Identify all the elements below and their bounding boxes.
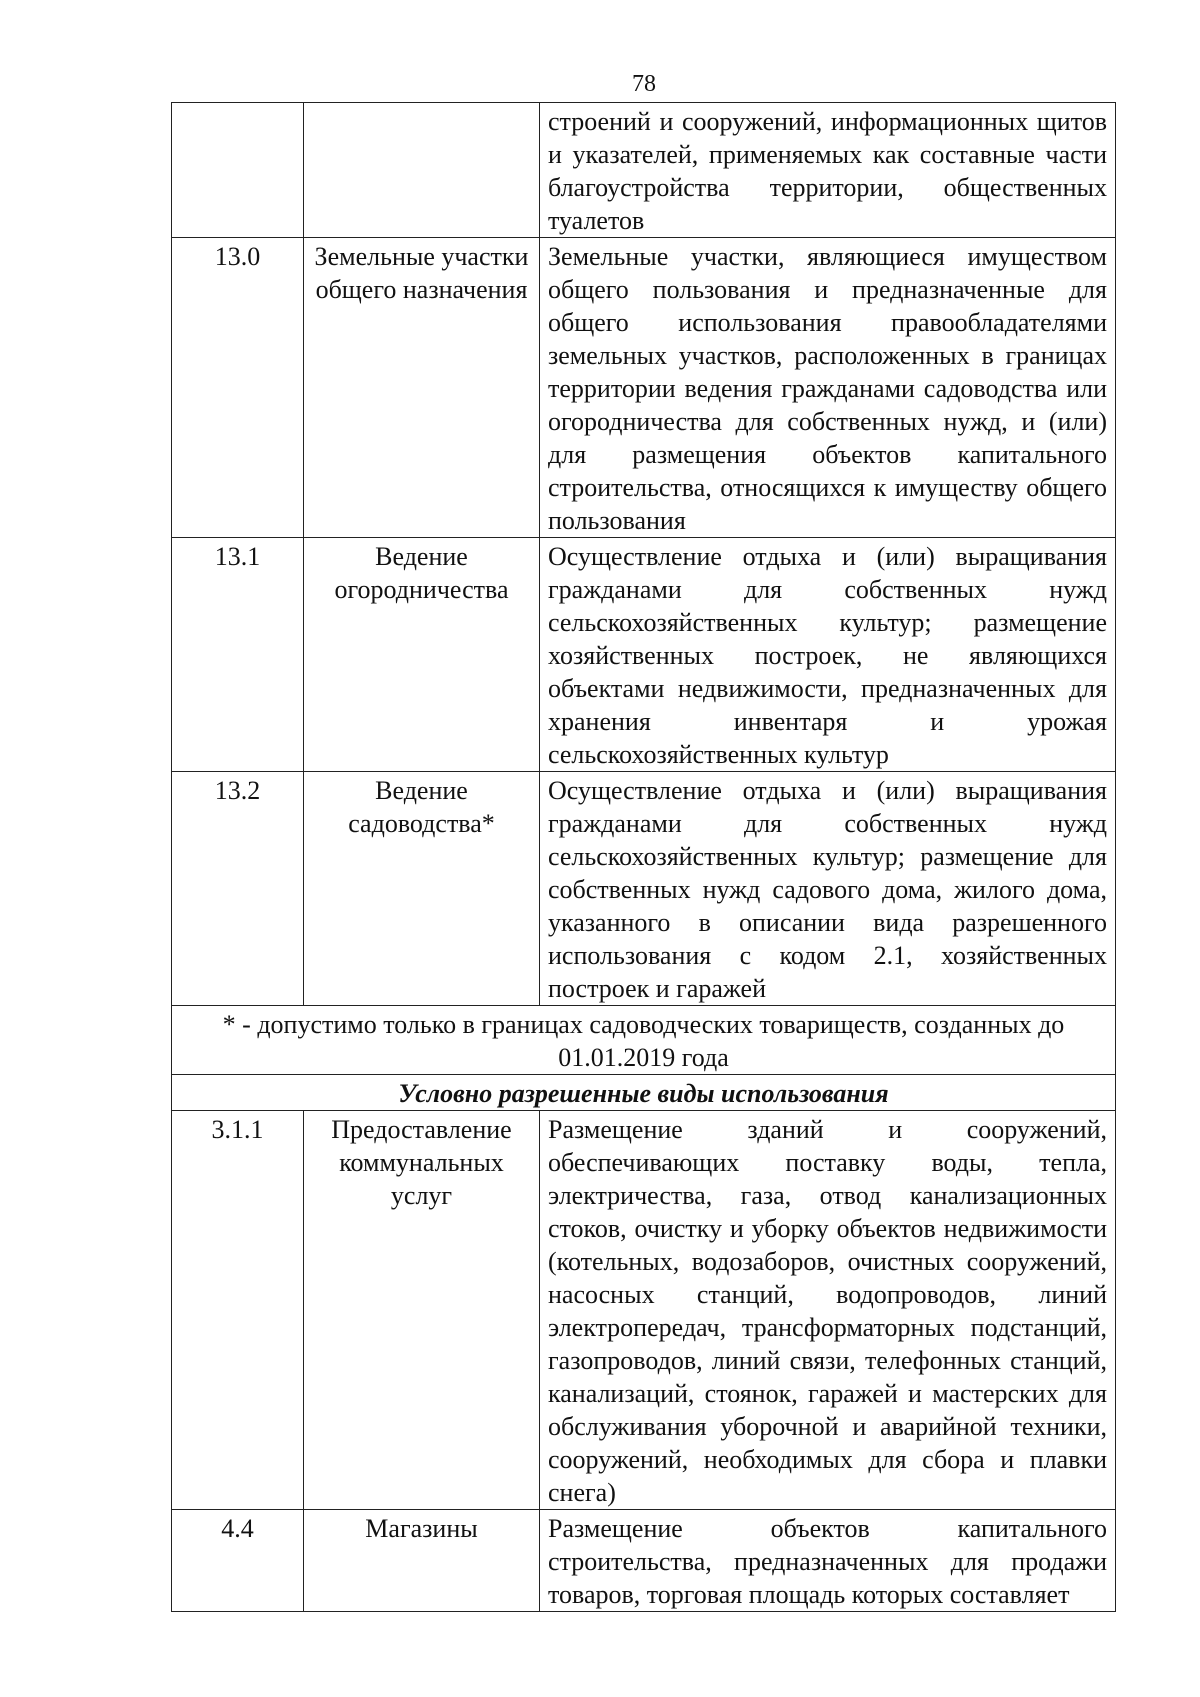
table-row [172,538,1116,772]
row-code: 13.2 [172,772,304,1006]
table-row [172,1510,1116,1612]
row-description: Размещение зданий и сооружений, обеспечивающих поставку воды, тепла, электричества, газа, отвод канализационных стоков, очистку и уборку объектов недвижимости (котельных, водозаборов, очистных сооружений, насосных станций, водопроводов, линий электропередач, трансформаторных подстанций, газопроводов, линий связи, телефонных станций, канализаций, стоянок, гаражей и мастерских для обслуживания уборочной и аварийной техники, сооружений, необходимых для сбора и плавки снега) [540,1111,1116,1510]
row-code: 13.0 [172,238,304,538]
row-code [172,103,304,238]
table-row [172,772,1116,1006]
land-use-table [171,102,1116,1612]
page-number: 78 [632,71,656,97]
footnote: * - допустимо только в границах садоводческих товариществ, созданных до 01.01.2019 года [172,1006,1116,1075]
row-description: Осуществление отдыха и (или) выращивания гражданами для собственных нужд сельскохозяйственных культур; размещение хозяйственных построек, не являющихся объектами недвижимости, предназначенных для хранения инвентаря и урожая сельскохозяйственных культур [540,538,1116,772]
section-header-row [172,1075,1116,1111]
row-name: Предоставление коммунальных услуг [304,1111,540,1510]
row-description: строений и сооружений, информационных щитов и указателей, применяемых как составные части благоустройства территории, общественных туалетов [540,103,1116,238]
row-name: Земельные участки общего назначения [304,238,540,538]
row-name [304,103,540,238]
table-row [172,1111,1116,1510]
table-row [172,103,1116,238]
row-description: Земельные участки, являющиеся имуществом общего пользования и предназначенные для общего использования правообладателями земельных участков, расположенных в границах территории ведения гражданами садоводства или огородничества для собственных нужд, и (или) для размещения объектов капитального строительства, относящихся к имуществу общего пользования [540,238,1116,538]
row-name: Магазины [304,1510,540,1612]
row-description: Осуществление отдыха и (или) выращивания гражданами для собственных нужд сельскохозяйственных культур; размещение для собственных нужд садового дома, жилого дома, указанного в описании вида разрешенного использования с кодом 2.1, хозяйственных построек и гаражей [540,772,1116,1006]
footnote-row [172,1006,1116,1075]
section-title: Условно разрешенные виды использования [172,1075,1116,1111]
row-name: Ведение огородничества [304,538,540,772]
row-code: 4.4 [172,1510,304,1612]
row-name: Ведение садоводства* [304,772,540,1006]
row-code: 3.1.1 [172,1111,304,1510]
row-code: 13.1 [172,538,304,772]
row-description: Размещение объектов капитального строительства, предназначенных для продажи товаров, торговая площадь которых составляет [540,1510,1116,1612]
table-row [172,238,1116,538]
